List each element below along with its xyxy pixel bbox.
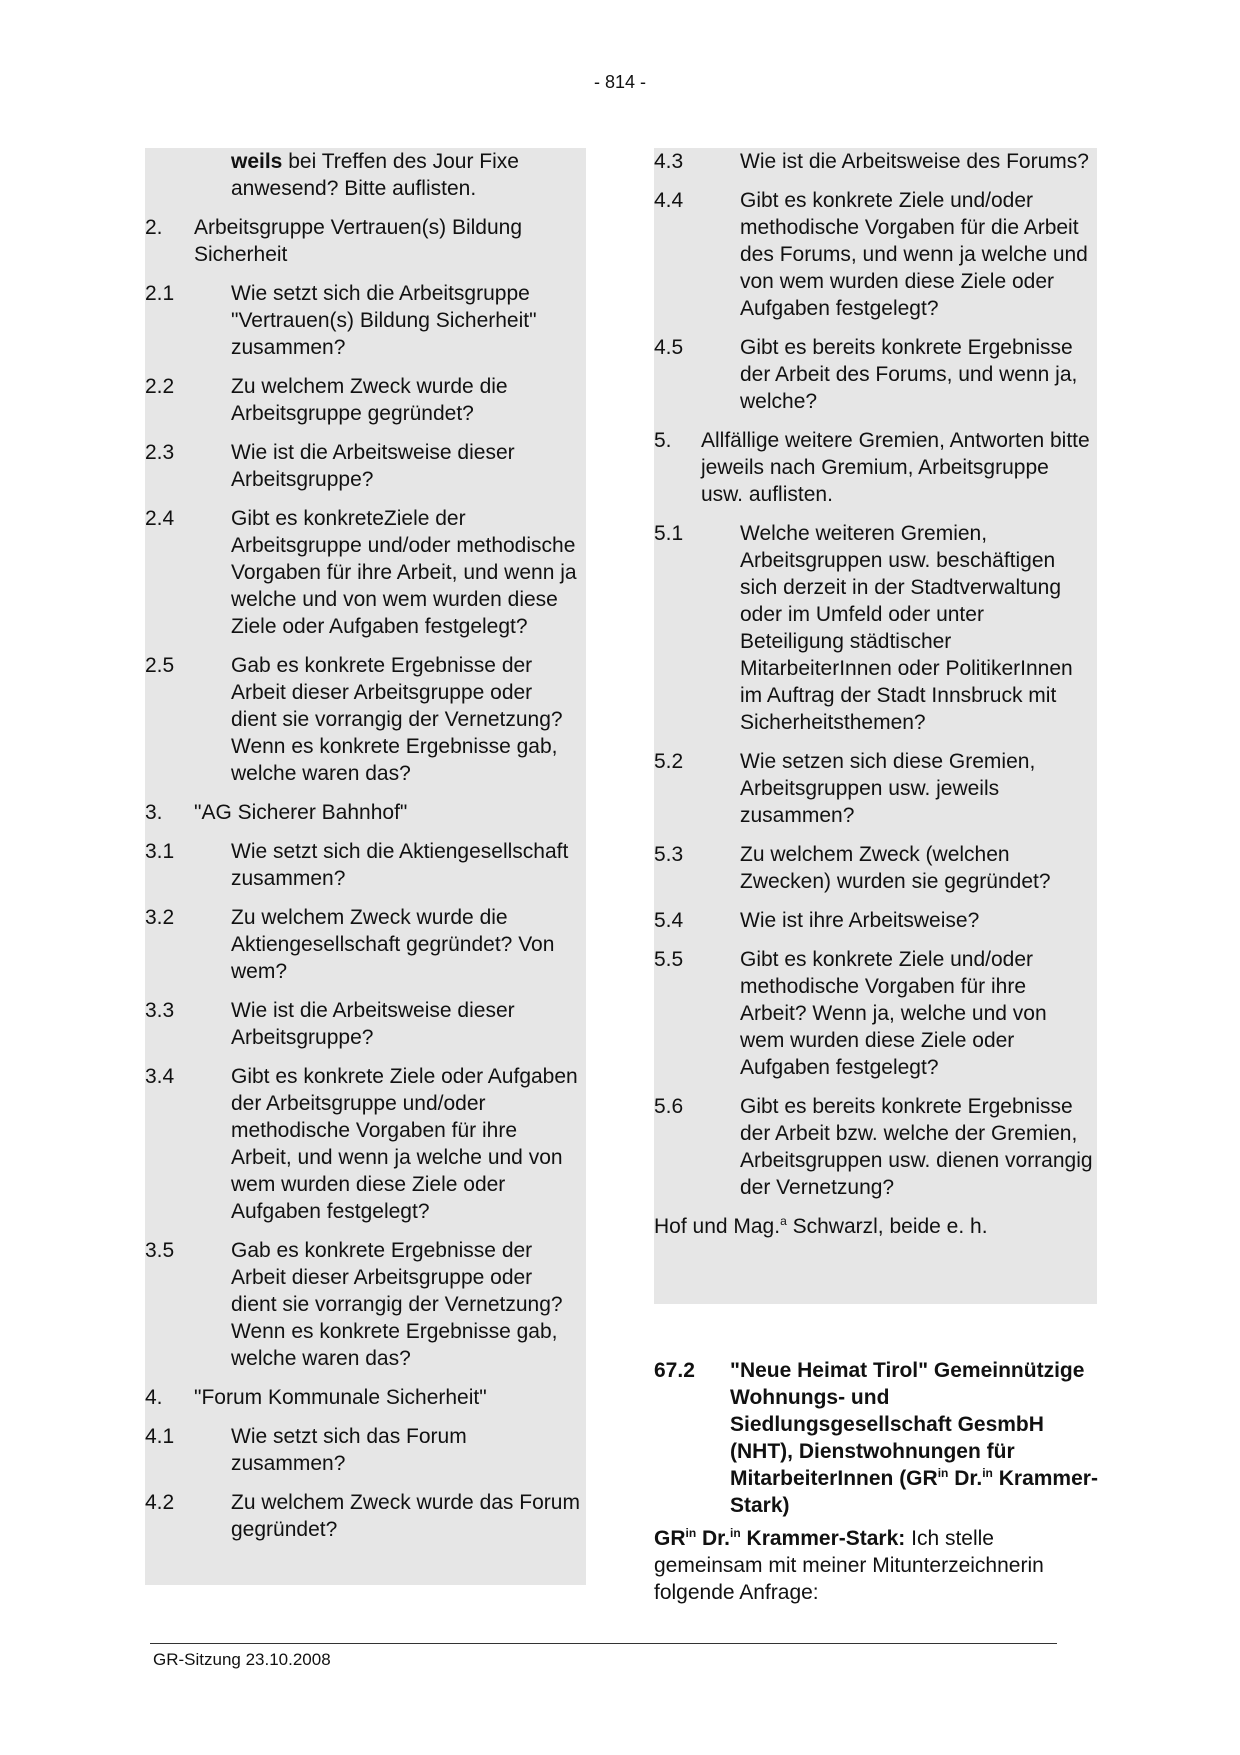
question-text: Zu welchem Zweck (welchen Zwecken) wurden sie gegründet? (740, 843, 1051, 893)
question-item (145, 838, 586, 892)
question-number: 4.3 (654, 150, 684, 173)
question-text: Wie ist die Arbeitsweise dieser Arbeitsgruppe? (231, 441, 515, 491)
question-item (654, 187, 1097, 322)
speaker-c: Krammer-Stark: (740, 1527, 906, 1550)
footer-text: GR-Sitzung 23.10.2008 (153, 1650, 331, 1669)
left-column (145, 148, 586, 1585)
section-title-sup2: in (982, 1466, 993, 1480)
question-text: Wie ist die Arbeitsweise dieser Arbeitsgruppe? (231, 999, 515, 1049)
question-item (654, 427, 1097, 508)
speaker-b: Dr. (696, 1527, 731, 1550)
right-column (654, 148, 1097, 1304)
question-number: 3.5 (145, 1239, 175, 1262)
question-text: Gab es konkrete Ergebnisse der Arbeit dieser Arbeitsgruppe oder dient sie vorrangig der Vernetzung? Wenn es konkrete Ergebnisse gab, welche waren das? (231, 654, 563, 785)
left-question-list (145, 214, 586, 1543)
section-number: 67.2 (654, 1359, 695, 1382)
section-title-c: Krammer-Stark) (730, 1467, 1098, 1517)
question-number: 2.3 (145, 441, 175, 464)
question-item (654, 520, 1097, 736)
question-number: 5.6 (654, 1095, 684, 1118)
right-question-list (654, 148, 1097, 1201)
speaker-name (654, 1527, 905, 1550)
question-item (654, 841, 1097, 895)
question-text: Gibt es konkrete Ziele und/oder methodische Vorgaben für ihre Arbeit? Wenn ja, welche und von wem wurden diese Ziele oder Aufgaben festgelegt? (740, 948, 1047, 1079)
question-number: 2. (145, 216, 163, 239)
question-item (654, 748, 1097, 829)
section-title-a: "Neue Heimat Tirol" Gemeinnützige Wohnungs- und Siedlungsgesellschaft GesmbH (NHT), Dienstwohnungen für MitarbeiterInnen (GR (730, 1359, 1085, 1490)
section-title (730, 1357, 1100, 1519)
question-text: Welche weiteren Gremien, Arbeitsgruppen usw. beschäftigen sich derzeit in der Stadtverwaltung oder im Umfeld oder unter Beteiligung städtischer MitarbeiterInnen oder PolitikerInnen im Auftrag der Stadt Innsbruck mit Sicherheitsthemen? (740, 522, 1073, 734)
question-item (654, 946, 1097, 1081)
question-number: 5.3 (654, 843, 684, 866)
signatures-a: Hof und Mag. (654, 1215, 781, 1238)
question-number: 4.5 (654, 336, 684, 359)
signatures-b: Schwarzl, beide e. h. (786, 1215, 988, 1238)
question-item (145, 1489, 586, 1543)
question-item (145, 799, 586, 826)
question-number: 5.4 (654, 909, 684, 932)
question-item (145, 997, 586, 1051)
question-text: Wie setzt sich die Aktiengesellschaft zusammen? (231, 840, 569, 890)
question-number: 5. (654, 429, 672, 452)
question-text: Gibt es konkrete Ziele und/oder methodische Vorgaben für die Arbeit des Forums, und wenn ja welche und von wem wurden diese Ziele oder Aufgaben festgelegt? (740, 189, 1088, 320)
question-item (145, 904, 586, 985)
continuation-bold: weils (231, 150, 283, 173)
question-text: Wie ist ihre Arbeitsweise? (740, 909, 980, 932)
question-number: 3.4 (145, 1065, 175, 1088)
question-item (654, 1093, 1097, 1201)
question-text: Wie setzen sich diese Gremien, Arbeitsgruppen usw. jeweils zusammen? (740, 750, 1036, 827)
question-text: Zu welchem Zweck wurde die Arbeitsgruppe gegründet? (231, 375, 508, 425)
question-text: Gibt es bereits konkrete Ergebnisse der Arbeit des Forums, und wenn ja, welche? (740, 336, 1078, 413)
question-item (145, 373, 586, 427)
question-text: Arbeitsgruppe Vertrauen(s) Bildung Sicherheit (194, 216, 523, 266)
question-number: 3. (145, 801, 163, 824)
question-item (145, 1063, 586, 1225)
question-number: 3.1 (145, 840, 175, 863)
question-number: 2.5 (145, 654, 175, 677)
speaker-sup2: in (730, 1526, 741, 1540)
question-item (145, 280, 586, 361)
question-text: Zu welchem Zweck wurde das Forum gegründet? (231, 1491, 580, 1541)
section-heading (654, 1357, 1100, 1519)
section-title-b: Dr. (948, 1467, 983, 1490)
question-item (145, 1423, 586, 1477)
section-title-sup1: in (937, 1466, 949, 1480)
question-item (654, 334, 1097, 415)
question-text: "Forum Kommunale Sicherheit" (194, 1386, 487, 1409)
question-text: Gab es konkrete Ergebnisse der Arbeit dieser Arbeitsgruppe oder dient sie vorrangig der Vernetzung? Wenn es konkrete Ergebnisse gab, welche waren das? (231, 1239, 563, 1370)
question-text: Zu welchem Zweck wurde die Aktiengesellschaft gegründet? Von wem? (231, 906, 555, 983)
signatures (654, 1213, 1097, 1240)
question-number: 2.4 (145, 507, 175, 530)
question-number: 4.4 (654, 189, 684, 212)
question-number: 5.5 (654, 948, 684, 971)
question-item (145, 214, 586, 268)
question-item (654, 148, 1097, 175)
question-number: 3.2 (145, 906, 175, 929)
question-number: 4. (145, 1386, 163, 1409)
question-text: Gibt es bereits konkrete Ergebnisse der Arbeit bzw. welche der Gremien, Arbeitsgruppen usw. dienen vorrangig der Vernetzung? (740, 1095, 1093, 1199)
question-item (145, 1237, 586, 1372)
page-number: - 814 - (593, 72, 647, 92)
question-number: 2.1 (145, 282, 175, 305)
speech-paragraph (654, 1525, 1100, 1606)
question-text: Wie ist die Arbeitsweise des Forums? (740, 150, 1089, 173)
question-number: 4.1 (145, 1425, 175, 1448)
question-item (145, 439, 586, 493)
speech-text: Ich stelle gemeinsam mit meiner Mitunterzeichnerin folgende Anfrage: (654, 1527, 1044, 1604)
question-item (145, 652, 586, 787)
question-number: 3.3 (145, 999, 175, 1022)
continuation-text (145, 148, 586, 202)
question-text: "AG Sicherer Bahnhof" (194, 801, 408, 824)
question-number: 2.2 (145, 375, 175, 398)
question-text: Gibt es konkrete Ziele oder Aufgaben der Arbeitsgruppe und/oder methodische Vorgaben für ihre Arbeit, und wenn ja welche und von wem wurden diese Ziele oder Aufgaben festgelegt? (231, 1065, 578, 1223)
speaker-a: GR (654, 1527, 686, 1550)
continuation-rest: bei Treffen des Jour Fixe anwesend? Bitte auflisten. (231, 150, 519, 200)
question-item (145, 1384, 586, 1411)
question-item (145, 505, 586, 640)
question-number: 5.1 (654, 522, 684, 545)
speaker-sup1: in (685, 1526, 697, 1540)
question-text: Wie setzt sich das Forum zusammen? (231, 1425, 467, 1475)
question-number: 5.2 (654, 750, 684, 773)
question-number: 4.2 (145, 1491, 175, 1514)
question-text: Gibt es konkreteZiele der Arbeitsgruppe und/oder methodische Vorgaben für ihre Arbeit, und wenn ja welche und von wem wurden diese Ziele oder Aufgaben festgelegt? (231, 507, 577, 638)
footer-divider (150, 1643, 1057, 1644)
question-text: Wie setzt sich die Arbeitsgruppe "Vertrauen(s) Bildung Sicherheit" zusammen? (231, 282, 537, 359)
question-item (654, 907, 1097, 934)
question-text: Allfällige weitere Gremien, Antworten bitte jeweils nach Gremium, Arbeitsgruppe usw. auflisten. (701, 429, 1090, 506)
signatures-sup: a (780, 1214, 787, 1228)
